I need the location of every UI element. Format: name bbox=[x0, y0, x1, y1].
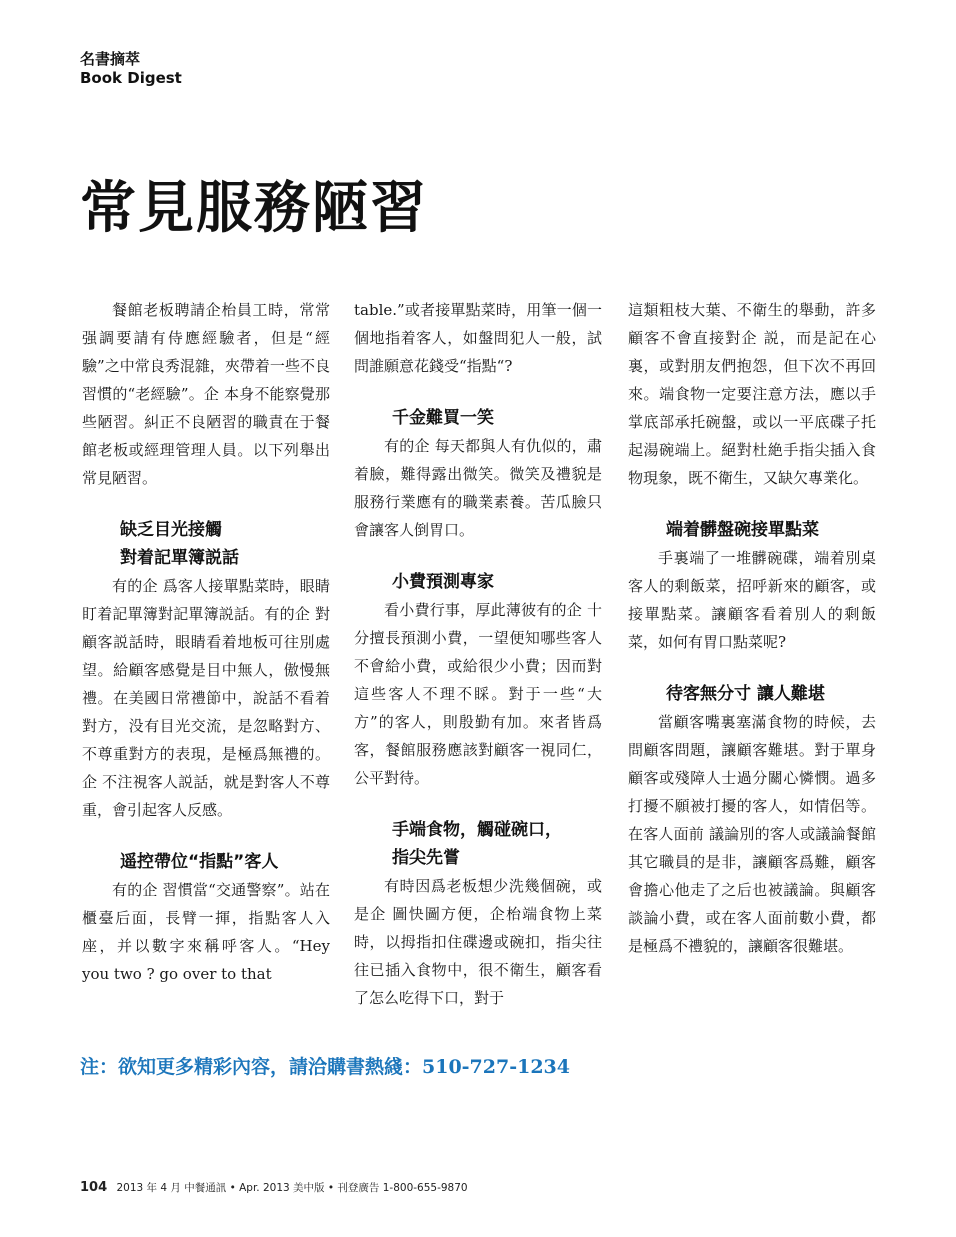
paragraph-continued-2: 這類粗枝大葉、不衛生的舉動，許多顧客不會直接對企 説，而是記在心裏，或對朋友們抱怨，但下次不再回來。端食物一定要注意方法，應以手掌底部承托碗盤，或以一平底碟子托起湯碗端上。絕對杜絶手指尖插入食物現象，既不衛生，又缺欠專業化。 bbox=[628, 301, 876, 487]
paragraph-smile: 有的企 每天都與人有仇似的，肅着臉，難得露出微笑。微笑及禮貌是服務行業應有的職業素養。苦瓜臉只會讓客人倒胃口。 bbox=[354, 437, 602, 539]
subheading-smile: 千金難買一笑 bbox=[392, 408, 494, 428]
paragraph-eye-contact: 有的企 爲客人接單點菜時，眼睛盯着記單簿對記單簿説話。有的企 對顧客説話時，眼睛看着地板可往別處望。給顧客感覺是目中無人，傲慢無禮。在美國日常禮節中，說話不看着對方，没有目光交流，是忽略對方、不尊重對方的表現，是極爲無禮的。企 不注視客人説話，就是對客人不尊重，會引起客人反感。 bbox=[82, 577, 330, 819]
subheading-tips: 小費預測專家 bbox=[392, 572, 494, 592]
article-title: 常見服務陋習 bbox=[80, 175, 428, 241]
column-3 bbox=[628, 296, 876, 960]
paragraph-continued: table.”或者接單點菜時，用筆一個一個地指着客人，如盤問犯人一般，試問誰願意花錢受“指點“? bbox=[354, 301, 602, 375]
page-number: 104 bbox=[80, 1180, 108, 1195]
subheading-eye-contact-2: 對着記單簿説話 bbox=[120, 548, 239, 568]
page-footer bbox=[80, 1180, 468, 1195]
purchase-note-text: 注：欲知更多精彩內容，請洽購書熱綫： bbox=[80, 1056, 423, 1078]
paragraph-fingers: 有時因爲老板想少洗幾個碗，或是企 圖快圖方便，企枱端食物上菜時，以拇指扣住碟邊或碗扣，指尖往往已插入食物中，很不衛生，顧客看了怎么吃得下口，對于 bbox=[354, 877, 602, 1007]
purchase-phone: 510-727-1234 bbox=[422, 1056, 570, 1078]
subheading-fingers-1: 手端食物，觸碰碗口， bbox=[392, 820, 562, 840]
subheading-dirty-dishes: 端着髒盤碗接單點菜 bbox=[666, 520, 819, 540]
paragraph-remote-seating: 有的企 習慣當“交通警察”。站在櫃臺后面，長臂一揮，指點客人入座，并以數字來稱呼客人。“Hey you two ? go over to that bbox=[82, 881, 330, 983]
footer-info: 2013 年 4 月 中餐通訊 • Apr. 2013 美中版 • 刊登廣告 1-800-655-9870 bbox=[116, 1182, 468, 1194]
column-2 bbox=[354, 296, 602, 1012]
subheading-fingers-2: 指尖先嘗 bbox=[392, 848, 460, 868]
column-1 bbox=[82, 296, 330, 988]
subheading-tactless: 待客無分寸 讓人難堪 bbox=[666, 684, 825, 704]
subheading-remote-seating: 遥控帶位“指點”客人 bbox=[120, 852, 279, 872]
section-label-zh: 名書摘萃 bbox=[80, 50, 141, 68]
purchase-note bbox=[80, 1052, 570, 1079]
paragraph-dirty-dishes: 手裏端了一堆髒碗碟，端着別桌客人的剩飯菜，招呼新來的顧客，或接單點菜。讓顧客看着別人的剩飯菜，如何有胃口點菜呢? bbox=[628, 549, 876, 651]
section-label bbox=[80, 50, 182, 88]
paragraph-tactless: 當顧客嘴裏塞滿食物的時候，去問顧客問題，讓顧客難堪。對于單身顧客或殘障人士過分關心憐憫。過多打擾不願被打擾的客人，如情侶等。在客人面前 議論別的客人或議論餐館其它職員的是非，讓顧客爲難，顧客會擔心他走了之后也被議論。與顧客談論小費，或在客人面前數小費，都是極爲不禮貌的，讓顧客很難堪。 bbox=[628, 713, 876, 955]
section-label-en: Book Digest bbox=[80, 69, 182, 87]
paragraph-tips: 看小費行事，厚此薄彼有的企 十分擅長預測小費，一望便知哪些客人不會給小費，或給很少小費；因而對這些客人不理不睬。對于一些“大方”的客人，則殷勤有加。來者皆爲客，餐館服務應該對顧客一視同仁，公平對待。 bbox=[354, 601, 602, 787]
intro-paragraph: 餐館老板聘請企枱員工時，常常强調要請有侍應經驗者，但是“經驗”之中常良秀混雜，夾帶着一些不良習慣的“老經驗”。企 本身不能察覺那些陋習。糾正不良陋習的職責在于餐館老板或經理管理人員。以下列舉出常見陋習。 bbox=[82, 301, 330, 487]
subheading-eye-contact-1: 缺乏目光接觸 bbox=[120, 520, 222, 540]
